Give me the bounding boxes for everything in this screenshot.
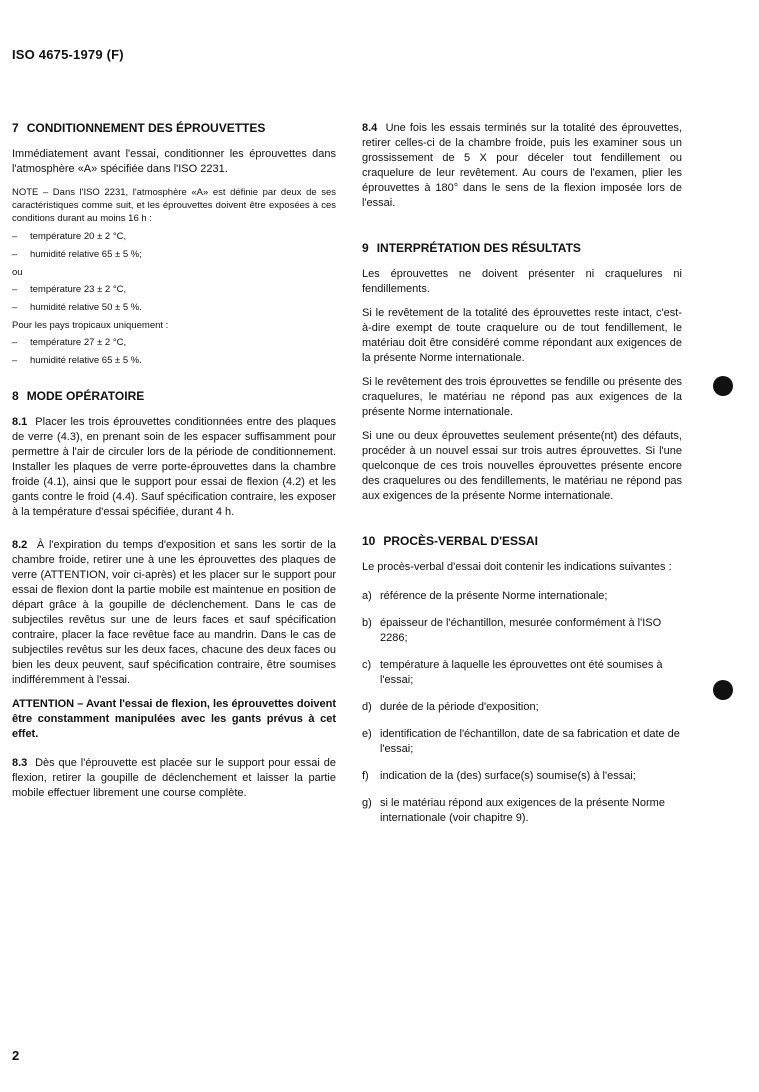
section-7-heading xyxy=(12,121,336,136)
section-7-title: CONDITIONNEMENT DES ÉPROUVETTES xyxy=(26,121,266,135)
paragraph-8-2: 8.2 À l'expiration du temps d'exposition et sans les sortir de la chambre froide, retirer une à une les éprouvettes des plaques de verre (ATTENTION, voir ci-après) et les placer sur le support pour essai de flexion dont la partie mobile est maintenue en position de départ grâce à la goupille de déclenchement. Dans le cas de subjectiles revêtus sur une de leurs faces et sauf spécification contraire, placer la face revêtue face au mandrin. Dans le cas de subjectiles revêtus sur les deux faces, chacune des deux faces ou bien les deux peuvent, sauf spécification contraire, être soumises indifféremment à l'essai. xyxy=(12,539,336,686)
or-separator: ou xyxy=(12,267,23,278)
page-number: 2 xyxy=(12,1048,20,1063)
warning-text: ATTENTION – Avant l'essai de flexion, les éprouvettes doivent être constamment manipulées avec les gants prévus à cet effet. xyxy=(12,698,336,740)
tropical-label: Pour les pays tropicaux uniquement : xyxy=(12,320,169,331)
condition-item: – humidité relative 50 ± 5 %. xyxy=(12,302,142,313)
paragraph-8-1: 8.1 Placer les trois éprouvettes conditionnées entre des plaques de verre (4.3), en prenant soin de les espacer suffisamment pour permettre à l'air de circuler lors de la période de conditionnement. Installer les plaques de verre porte-éprouvettes dans la chambre froide (4.1), ainsi que le support pour essai de flexion (4.2) et les gants contre le froid (4.4). Sauf spécification contraire, les exposer à la température d'essai spécifiée, durant 4 h. xyxy=(12,416,336,518)
section-7-number: 7 xyxy=(12,121,19,135)
report-list-item: a) référence de la présente Norme internationale; xyxy=(362,590,608,602)
section-10-title: PROCÈS-VERBAL D'ESSAI xyxy=(383,534,539,548)
section-9-heading xyxy=(362,241,682,256)
paragraph-8-4: 8.4 Une fois les essais terminés sur la totalité des éprouvettes, retirer celles-ci de la chambre froide, puis les examiner sous un grossissement de 5 X pour déceler tout fendillement ou craquelure de leur revêtement. Au cours de l'examen, plier les éprouvettes à 180° dans le sens de la flexion imposée lors de l'essai. xyxy=(362,122,682,209)
condition-item: – température 23 ± 2 °C, xyxy=(12,284,127,295)
section-9-paragraph: Si une ou deux éprouvettes seulement présente(nt) des défauts, procéder à un nouvel essai sur trois autres éprouvettes. Si l'une quelconque de ces trois nouvelles éprouvettes présente encore des craquelures ou des fendillements, le matériau ne répond pas aux exigences de la présente Norme internationale. xyxy=(362,430,682,502)
condition-item: – température 27 ± 2 °C, xyxy=(12,337,127,348)
section-8-number: 8 xyxy=(12,389,19,403)
section-10-heading xyxy=(362,534,682,549)
change-marker-dot xyxy=(713,376,733,396)
section-8-title: MODE OPÉRATOIRE xyxy=(26,389,145,403)
section-9-paragraph: Les éprouvettes ne doivent présenter ni craquelures ni fendillements. xyxy=(362,268,682,295)
report-list-item: f) indication de la (des) surface(s) soumise(s) à l'essai; xyxy=(362,770,636,782)
section-9-number: 9 xyxy=(362,241,369,255)
paragraph-8-3: 8.3 Dès que l'éprouvette est placée sur le support pour essai de flexion, retirer la goupille de déclenchement et laisser la partie mobile effectuer librement une course complète. xyxy=(12,757,336,799)
document-header: ISO 4675-1979 (F) xyxy=(12,47,124,62)
section-9-paragraph: Si le revêtement de la totalité des éprouvettes reste intact, c'est-à-dire exempt de toute craquelure ou de tout fendillement, le matériau doit être considéré comme répondant aux exigences de la présente Norme internationale. xyxy=(362,307,682,364)
section-8-heading xyxy=(12,389,336,404)
section-9-title: INTERPRÉTATION DES RÉSULTATS xyxy=(376,241,581,255)
change-marker-dot xyxy=(713,680,733,700)
left-column xyxy=(12,121,336,810)
right-column xyxy=(362,121,682,838)
condition-item: – température 20 ± 2 °C, xyxy=(12,231,127,242)
report-list-item: b) épaisseur de l'échantillon, mesurée conformément à l'ISO 2286; xyxy=(362,617,662,644)
report-list-item: g) si le matériau répond aux exigences de la présente Norme internationale (voir chapitre 9). xyxy=(362,797,665,824)
section-9-paragraph: Si le revêtement des trois éprouvettes se fendille ou présente des craquelures, le matériau ne répond pas aux exigences de la présente Norme internationale. xyxy=(362,376,682,418)
section-7-intro: Immédiatement avant l'essai, conditionner les éprouvettes dans l'atmosphère «A» spécifiée dans l'ISO 2231. xyxy=(12,148,336,175)
report-list-item: c) température à laquelle les éprouvettes ont été soumises à l'essai; xyxy=(362,659,663,686)
section-10-number: 10 xyxy=(362,534,376,548)
condition-item: – humidité relative 65 ± 5 %; xyxy=(12,249,142,260)
report-list-item: e) identification de l'échantillon, date de sa fabrication et date de l'essai; xyxy=(362,728,680,755)
condition-item: – humidité relative 65 ± 5 %. xyxy=(12,355,142,366)
section-10-intro: Le procès-verbal d'essai doit contenir les indications suivantes : xyxy=(362,561,672,573)
section-7-note: NOTE – Dans l'ISO 2231, l'atmosphère «A» est définie par deux de ses caractéristiques comme suit, et les éprouvettes doivent être exposées à ces conditions durant au moins 16 h : xyxy=(12,187,336,224)
report-list-item: d) durée de la période d'exposition; xyxy=(362,701,539,713)
